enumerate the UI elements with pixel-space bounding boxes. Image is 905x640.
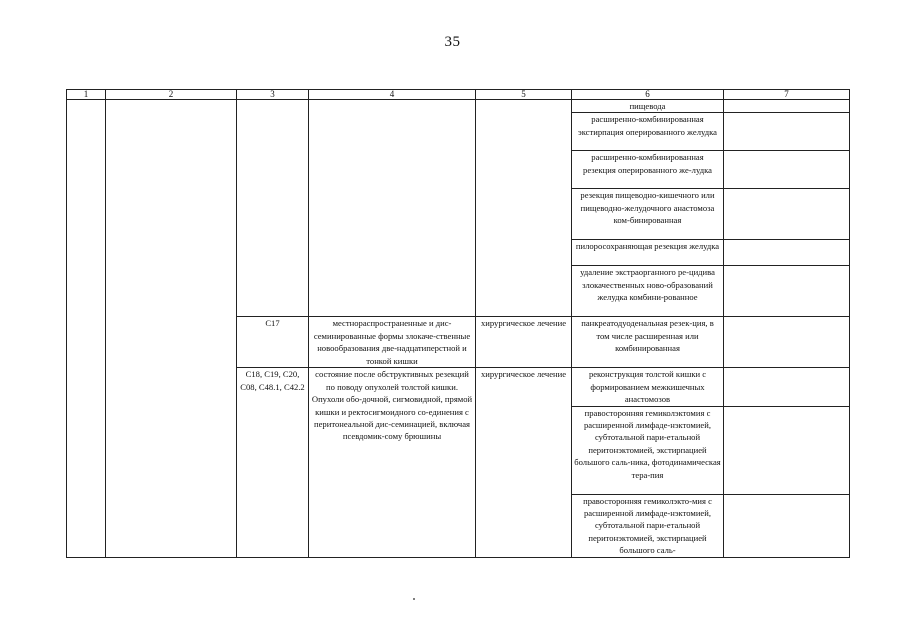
method-cell: пилоросохраняющая резекция желудка	[572, 240, 724, 266]
column-number: 4	[309, 90, 476, 100]
column-number-row	[67, 90, 850, 100]
col1-cell	[67, 100, 106, 558]
method-cell: резекция пищеводно-кишечного или пищеводно-желудочного анастомоза ком-бинированная	[572, 189, 724, 240]
col5-cell	[476, 100, 572, 317]
col7-cell	[724, 406, 850, 494]
method-cell: правосторонняя гемиколэкто-мия с расширенной лимфаде-нэктомией, субтотальной пари-етальной перитонэктомией, экстирпацией большого саль-	[572, 494, 724, 557]
method-cell: правосторонняя гемиколэктомия с расширенной лимфаде-нэктомией, субтотальной пари-етальной перитонэктомией, экстирпацией большого саль-ника, фотодинамическая тера-пия	[572, 406, 724, 494]
column-number: 7	[724, 90, 850, 100]
method-cell: удаление экстраорганного ре-цидива злокачественных ново-образований желудка комбини-рованное	[572, 266, 724, 317]
col3-cell	[237, 100, 309, 317]
treatment-type-cell: хирургическое лечение	[476, 368, 572, 557]
method-cell: расширенно-комбинированная экстирпация оперированного желудка	[572, 113, 724, 151]
col7-cell	[724, 266, 850, 317]
col7-cell	[724, 494, 850, 557]
column-number: 3	[237, 90, 309, 100]
method-cell: пищевода	[572, 100, 724, 113]
col7-cell	[724, 317, 850, 368]
col4-cell	[309, 100, 476, 317]
col7-cell	[724, 189, 850, 240]
method-cell: панкреатодуоденальная резек-ция, в том числе расширенная или комбинированная	[572, 317, 724, 368]
col2-cell	[106, 100, 237, 558]
condition-cell: местнораспространенные и дис-семинированные формы злокаче-ственные новообразования две-надцатиперстной и тонкой кишки	[309, 317, 476, 368]
column-number: 5	[476, 90, 572, 100]
col7-cell	[724, 240, 850, 266]
col7-cell	[724, 100, 850, 113]
column-number: 6	[572, 90, 724, 100]
page-number: 35	[444, 34, 461, 50]
column-number: 2	[106, 90, 237, 100]
icd-code-cell: C18, C19, C20, C08, C48.1, C42.2	[237, 368, 309, 557]
column-number: 1	[67, 90, 106, 100]
method-cell: расширенно-комбинированная резекция оперированного же-лудка	[572, 151, 724, 189]
condition-cell: состояние после обструктивных резекций по поводу опухолей толстой кишки. Опухоли обо-дочной, сигмовидной, прямой кишки и ректосигмоидного со-единения с перитонеальной дис-семинацией, включая псевдомик-сому брюшины	[309, 368, 476, 557]
treatment-table	[66, 89, 850, 558]
method-cell: реконструкция толстой кишки с формированием межкишечных анастомозов	[572, 368, 724, 406]
col7-cell	[724, 368, 850, 406]
scan-speck	[413, 598, 415, 600]
table-row	[67, 100, 850, 113]
col7-cell	[724, 113, 850, 151]
icd-code-cell: C17	[237, 317, 309, 368]
treatment-type-cell: хирургическое лечение	[476, 317, 572, 368]
col7-cell	[724, 151, 850, 189]
